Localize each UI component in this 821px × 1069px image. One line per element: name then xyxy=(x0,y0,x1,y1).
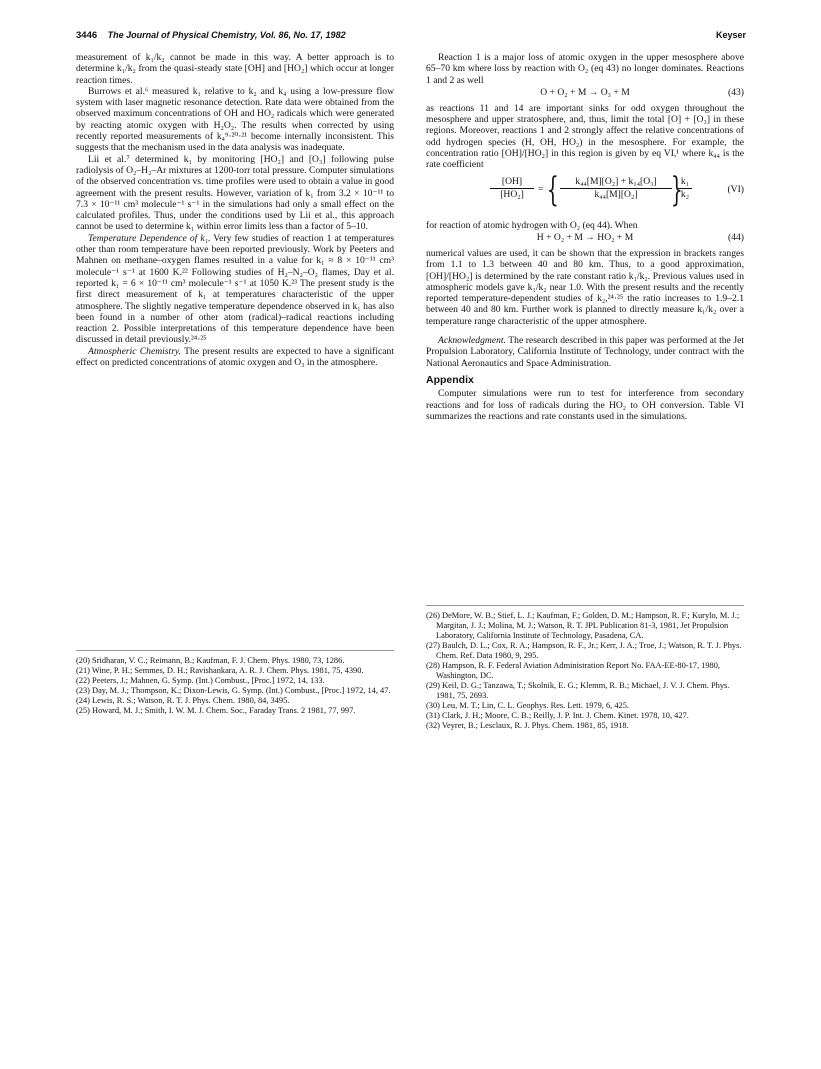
equation-44-body: H + O₂ + M → HO₂ + M xyxy=(536,231,634,243)
equation-VI-number: (VI) xyxy=(727,183,744,195)
acknowledgment-heading: Acknowledgment. xyxy=(438,335,506,347)
reference-25: (25) Howard, M. J.; Smith, I. W. M. J. Chem. Soc., Faraday Trans. 2 1981, 77, 997. xyxy=(76,706,356,715)
equation-44-number: (44) xyxy=(728,231,744,243)
equation-VI-k-denominator: k₂ xyxy=(680,188,690,200)
reference-32: (32) Veyret, B.; Lesclaux, R. J. Phys. Chem. 1981, 85, 1918. xyxy=(426,721,629,730)
equation-VI-rate-ratio xyxy=(678,176,692,201)
equation-VI-k-numerator: k₁ xyxy=(678,176,692,189)
temperature-heading: Temperature Dependence of k₁. xyxy=(88,232,211,244)
equation-VI-bracket-term xyxy=(560,176,672,201)
paragraph-atmospheric xyxy=(76,346,394,369)
reference-20: (20) Sridharan, V. C.; Reimann, B.; Kaufman, F. J. Chem. Phys. 1980, 73, 1286. xyxy=(76,656,345,665)
paragraph-burrows: Burrows et al.⁶ measured k₁ relative to k₂ and k₄ using a low-pressure flow system with laser magnetic resonance detection. Rate data were obtained from the observed maximum concentrations of OH and HO₂ radicals which were generated by reacting atomic oxygen with H₂O₂. The results when corrected by using recently reported measurements of k₄⁹·²⁰·²¹ become internally inconsistent. This suggests that the mechanism used in the data analysis was inadequate. xyxy=(76,85,394,154)
reference-22: (22) Peeters, J.; Mahnen, G. Symp. (Int.) Combust., [Proc.] 1972, 14, 133. xyxy=(76,676,325,685)
paragraph-intro: measurement of k₁/k₂ cannot be made in this way. A better approach is to determine k₁/k₂ from the quasi-steady state [OH] and [HO₂] which occur at longer reaction times. xyxy=(76,52,394,86)
atmospheric-heading: Atmospheric Chemistry. xyxy=(88,345,182,357)
paragraph-reaction1: Reaction 1 is a major loss of atomic oxygen in the upper mesosphere above 65–70 km where loss by reaction with O₂ (eq 43) no longer dominates. Reactions 1 and 2 as well xyxy=(426,52,744,86)
references-left xyxy=(76,656,394,716)
reference-31: (31) Clark, J. H.; Moore, C. B.; Reilly, J. P. Int. J. Chem. Kinet. 1978, 10, 427. xyxy=(426,711,689,720)
equation-VI-rhs-numerator: k₄₄[M][O₂] + k₁₄[O₃] xyxy=(560,176,672,189)
right-brace: } xyxy=(670,169,683,210)
equation-VI-lhs-numerator: [OH] xyxy=(490,176,534,189)
paragraph-acknowledgment xyxy=(426,335,744,369)
left-brace: { xyxy=(546,169,559,210)
paragraph-numerical: numerical values are used, it can be shown that the expression in brackets ranges from 1.1 to 1.3 between 40 and 80 km. Thus, to a good approximation, [OH]/[HO₂] is determined by the rate constant ratio k₁/k₂. Previous values used in atmospheric models gave k₁/k₂ near 1.0. With the present results and the recently reported temperature-dependent studies of k₂,²⁴·²⁵ the ratio increases to 1.9–2.1 between 40 and 80 km. Further work is planned to directly measure k₁/k₂ over a temperature range characteristic of the upper atmosphere. xyxy=(426,247,744,327)
footnote-rule xyxy=(76,650,394,651)
equation-VI-lhs xyxy=(490,176,534,201)
reference-24: (24) Lewis, R. S.; Watson, R. T. J. Phys. Chem. 1980, 84, 3495. xyxy=(76,696,290,705)
atmospheric-text: The present results are expected to have a significant effect on predicted concentrations of atomic oxygen and O₃ in the atmosphere. xyxy=(76,345,395,369)
acknowledgment-text: The research described in this paper was performed at the Jet Propulsion Laboratory, California Institute of Technology, under contract with the National Aeronautics and Space Administration. xyxy=(426,335,744,369)
reference-29: (29) Keil, D. G.; Tanzawa, T.; Skolnik, E. G.; Klemm, R. B.; Michael, J. V. J. Chem. Phys. 1981, 75, 2693. xyxy=(426,681,730,700)
reference-27: (27) Baulch, D. L.; Cox, R. A.; Hampson, R. F., Jr.; Kerr, J. A.; Troe, J.; Watson, R. T. J. Phys. Chem. Ref. Data 1980, 9, 295. xyxy=(426,641,742,660)
equation-43-number: (43) xyxy=(728,86,744,98)
paragraph-reaction44-intro: for reaction of atomic hydrogen with O₂ (eq 44). When xyxy=(426,219,638,231)
reference-30: (30) Leu, M. T.; Lin, C. L. Geophys. Res. Lett. 1979, 6, 425. xyxy=(426,701,629,710)
reference-23: (23) Day, M. J.; Thompson, K.; Dixon-Lewis, G. Symp. (Int.) Combust., [Proc.] 1972, 14, 47. xyxy=(76,686,391,695)
equation-VI xyxy=(426,169,744,214)
paragraph-temperature xyxy=(76,233,394,346)
reference-28: (28) Hampson, R. F. Federal Aviation Administration Report No. FAA-EE-80-17, 1980, Washington, DC. xyxy=(426,661,720,680)
right-column xyxy=(426,52,744,422)
paragraph-odd-oxygen: as reactions 11 and 14 are important sinks for odd oxygen throughout the mesosphere and upper stratosphere, and, thus, limit the total [O] + [O₃] in these regions. Moreover, reactions 1 and 2 strongly affect the relative concentrations of odd hydrogen species (H, OH, HO₂) in the mesosphere. For example, the concentration ratio [OH]/[HO₂] in this region is given by eq VI,¹ where k₄₄ is the rate coefficient xyxy=(426,102,744,171)
page-number: 3446 xyxy=(76,30,98,41)
running-author: Keyser xyxy=(715,30,746,40)
temperature-text: Very few studies of reaction 1 at temperatures other than room temperature have been reported previously. Work by Peeters and Mahnen on methane–oxygen flames resulted in a value for k₁ ≈ 8 × 10⁻¹¹ cm³ molecule⁻¹ s⁻¹ at 1600 K.²² Following studies of H₂–N₂–O₂ flames, Day et al. reported k₁ = 6 × 10⁻¹¹ cm³ molecule⁻¹ s⁻¹ at 1050 K.²³ The present study is the first direct measurement of k₁ at temperatures characteristic of the upper atmosphere. The slightly negative temperature dependence observed in k₁ has also been found in a number of other atom (radical)–radical reactions including reaction 2. Possible interpretations of this temperature dependence have been discussed in detail previously.²⁴·²⁵ xyxy=(76,232,394,346)
left-column xyxy=(76,52,394,368)
equals-sign: = xyxy=(538,183,544,195)
journal-citation: The Journal of Physical Chemistry, Vol. 86, No. 17, 1982 xyxy=(107,30,346,40)
equation-43-body: O + O₂ + M → O₃ + M xyxy=(540,86,630,98)
equation-VI-lhs-denominator: [HO₂] xyxy=(500,188,524,200)
equation-44 xyxy=(426,232,744,245)
equation-VI-rhs-denominator: k₄₄[M][O₂] xyxy=(594,188,638,200)
paragraph-appendix: Computer simulations were run to test for interference from secondary reactions and for loss of radicals during the HO₂ to OH conversion. Table VI summarizes the reactions and rate constants used in the simulations. xyxy=(426,388,744,422)
paragraph-lii: Lii et al.⁷ determined k₁ by monitoring [HO₂] and [O₃] following pulse radiolysis of O₂–H₂–Ar mixtures at 1200-torr total pressure. Computer simulations of the observed concentration vs. time profiles were used to obtain a value in good agreement with the present results. However, variation of k₁ from 3.2 × 10⁻¹¹ to 7.3 × 10⁻¹¹ cm³ molecule⁻¹ s⁻¹ in the simulations had only a small effect on the calculated profiles. Thus, under the conditions used by Lii et al., this approach cannot be used to determine k₁ within error limits less than a factor of 5–10. xyxy=(76,153,394,233)
running-header xyxy=(76,30,746,44)
reference-21: (21) Wine, P. H.; Semmes, D. H.; Ravishankara, A. R. J. Chem. Phys. 1981, 75, 4390. xyxy=(76,666,364,675)
appendix-heading: Appendix xyxy=(426,373,474,386)
footnote-rule xyxy=(426,605,744,606)
references-right xyxy=(426,611,744,731)
reference-26: (26) DeMore, W. B.; Stief, L. J.; Kaufman, F.; Golden, D. M.; Hampson, R. F.; Kurylo, M. J.; Margitan, J. J.; Molina, M. J.; Watson, R. T. JPL Publication 81-3, 1981, Jet Propulsion Laboratory, California Institute of Technology, Pasadena, CA. xyxy=(426,611,740,640)
equation-43 xyxy=(426,87,744,100)
